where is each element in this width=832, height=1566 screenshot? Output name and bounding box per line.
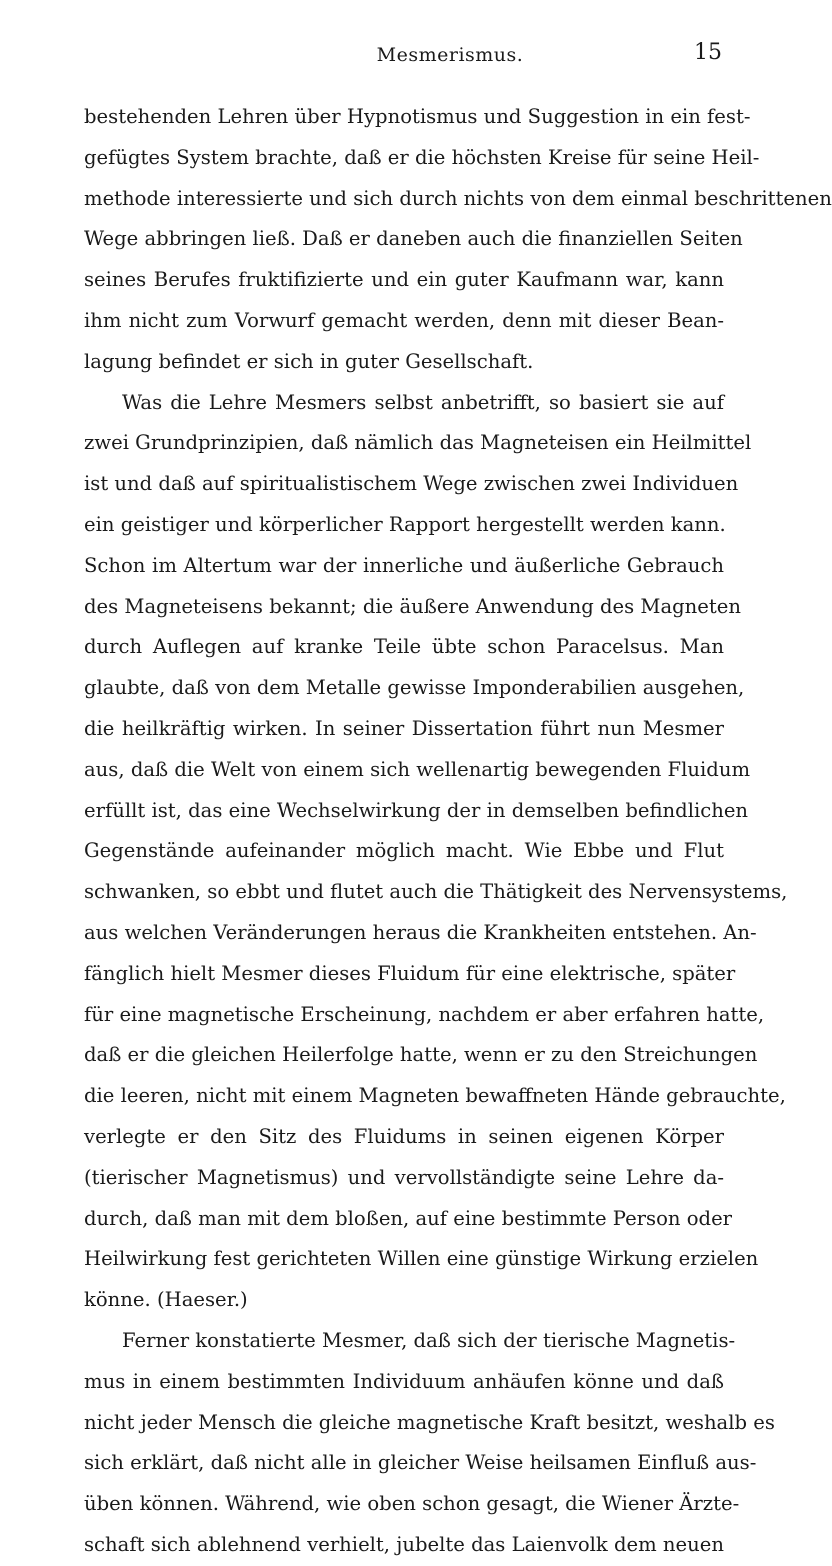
text-line: Was die Lehre Mesmers selbst anbetrifft, so basiert sie auf — [122, 390, 724, 414]
text-line: erfüllt ist, das eine Wechselwirkung der in demselben befindlichen — [84, 798, 749, 822]
text-line: ihm nicht zum Vorwurf gemacht werden, denn mit dieser Bean- — [84, 308, 724, 332]
text-line: für eine magnetische Erscheinung, nachdem er aber erfahren hatte, — [84, 1002, 765, 1026]
text-line: (tierischer Magnetismus) und vervollständigte seine Lehre da- — [84, 1165, 724, 1189]
text-line: Ferner konstatierte Mesmer, daß sich der tierische Magnetis- — [122, 1328, 736, 1352]
text-line: Wege abbringen ließ. Daß er daneben auch die finanziellen Seiten — [84, 227, 743, 251]
text-line: nicht jeder Mensch die gleiche magnetische Kraft besitzt, weshalb es — [84, 1410, 775, 1434]
text-line: üben können. Während, wie oben schon gesagt, die Wiener Ärzte- — [84, 1492, 740, 1516]
text-line: fänglich hielt Mesmer dieses Fluidum für eine elektrische, später — [84, 961, 736, 985]
text-line: ein geistiger und körperlicher Rapport hergestellt werden kann. — [84, 512, 726, 536]
text-line: glaubte, daß von dem Metalle gewisse Imponderabilien ausgehen, — [84, 676, 745, 700]
text-line: durch, daß man mit dem bloßen, auf eine bestimmte Person oder — [84, 1206, 733, 1230]
text-line: aus welchen Veränderungen heraus die Krankheiten entstehen. An- — [84, 920, 757, 944]
text-line: die heilkräftig wirken. In seiner Dissertation führt nun Mesmer — [84, 716, 724, 740]
text-line: könne. (Haeser.) — [84, 1288, 248, 1312]
page-number: 15 — [694, 40, 722, 65]
body-text — [84, 97, 832, 1566]
text-line: aus, daß die Welt von einem sich wellenartig bewegenden Fluidum — [84, 757, 751, 781]
text-line: die leeren, nicht mit einem Magneten bewaffneten Hände gebrauchte, — [84, 1084, 786, 1108]
text-line: sich erklärt, daß nicht alle in gleicher Weise heilsamen Einfluß aus- — [84, 1451, 757, 1475]
text-line: seines Berufes fruktifizierte und ein guter Kaufmann war, kann — [84, 268, 724, 292]
running-head: Mesmerismus. — [376, 44, 524, 66]
text-line: Gegenstände aufeinander möglich macht. Wie Ebbe und Flut — [84, 839, 724, 863]
text-line: lagung befindet er sich in guter Gesellschaft. — [84, 349, 534, 373]
text-line: schaft sich ablehnend verhielt, jubelte das Laienvolk dem neuen — [84, 1532, 724, 1556]
text-line: Schon im Altertum war der innerliche und äußerliche Gebrauch — [84, 553, 724, 577]
text-line: methode interessierte und sich durch nichts von dem einmal beschrittenen — [84, 186, 832, 210]
text-line: verlegte er den Sitz des Fluidums in seinen eigenen Körper — [84, 1124, 724, 1148]
text-line: schwanken, so ebbt und flutet auch die Thätigkeit des Nervensystems, — [84, 880, 788, 904]
text-line: bestehenden Lehren über Hypnotismus und Suggestion in ein fest- — [84, 105, 751, 128]
text-line: des Magneteisens bekannt; die äußere Anwendung des Magneten — [84, 594, 741, 618]
text-line: durch Auflegen auf kranke Teile übte schon Paracelsus. Man — [84, 635, 724, 659]
text-line: Heilwirkung fest gerichteten Willen eine günstige Wirkung erzielen — [84, 1247, 759, 1271]
text-line: gefügtes System brachte, daß er die höchsten Kreise für seine Heil- — [84, 145, 760, 169]
text-line: mus in einem bestimmten Individuum anhäufen könne und daß — [84, 1369, 724, 1393]
text-line: zwei Grundprinzipien, daß nämlich das Magneteisen ein Heilmittel — [84, 431, 752, 455]
text-line: ist und daß auf spiritualistischem Wege zwischen zwei Individuen — [84, 472, 739, 496]
text-line: daß er die gleichen Heilerfolge hatte, wenn er zu den Streichungen — [84, 1043, 758, 1067]
